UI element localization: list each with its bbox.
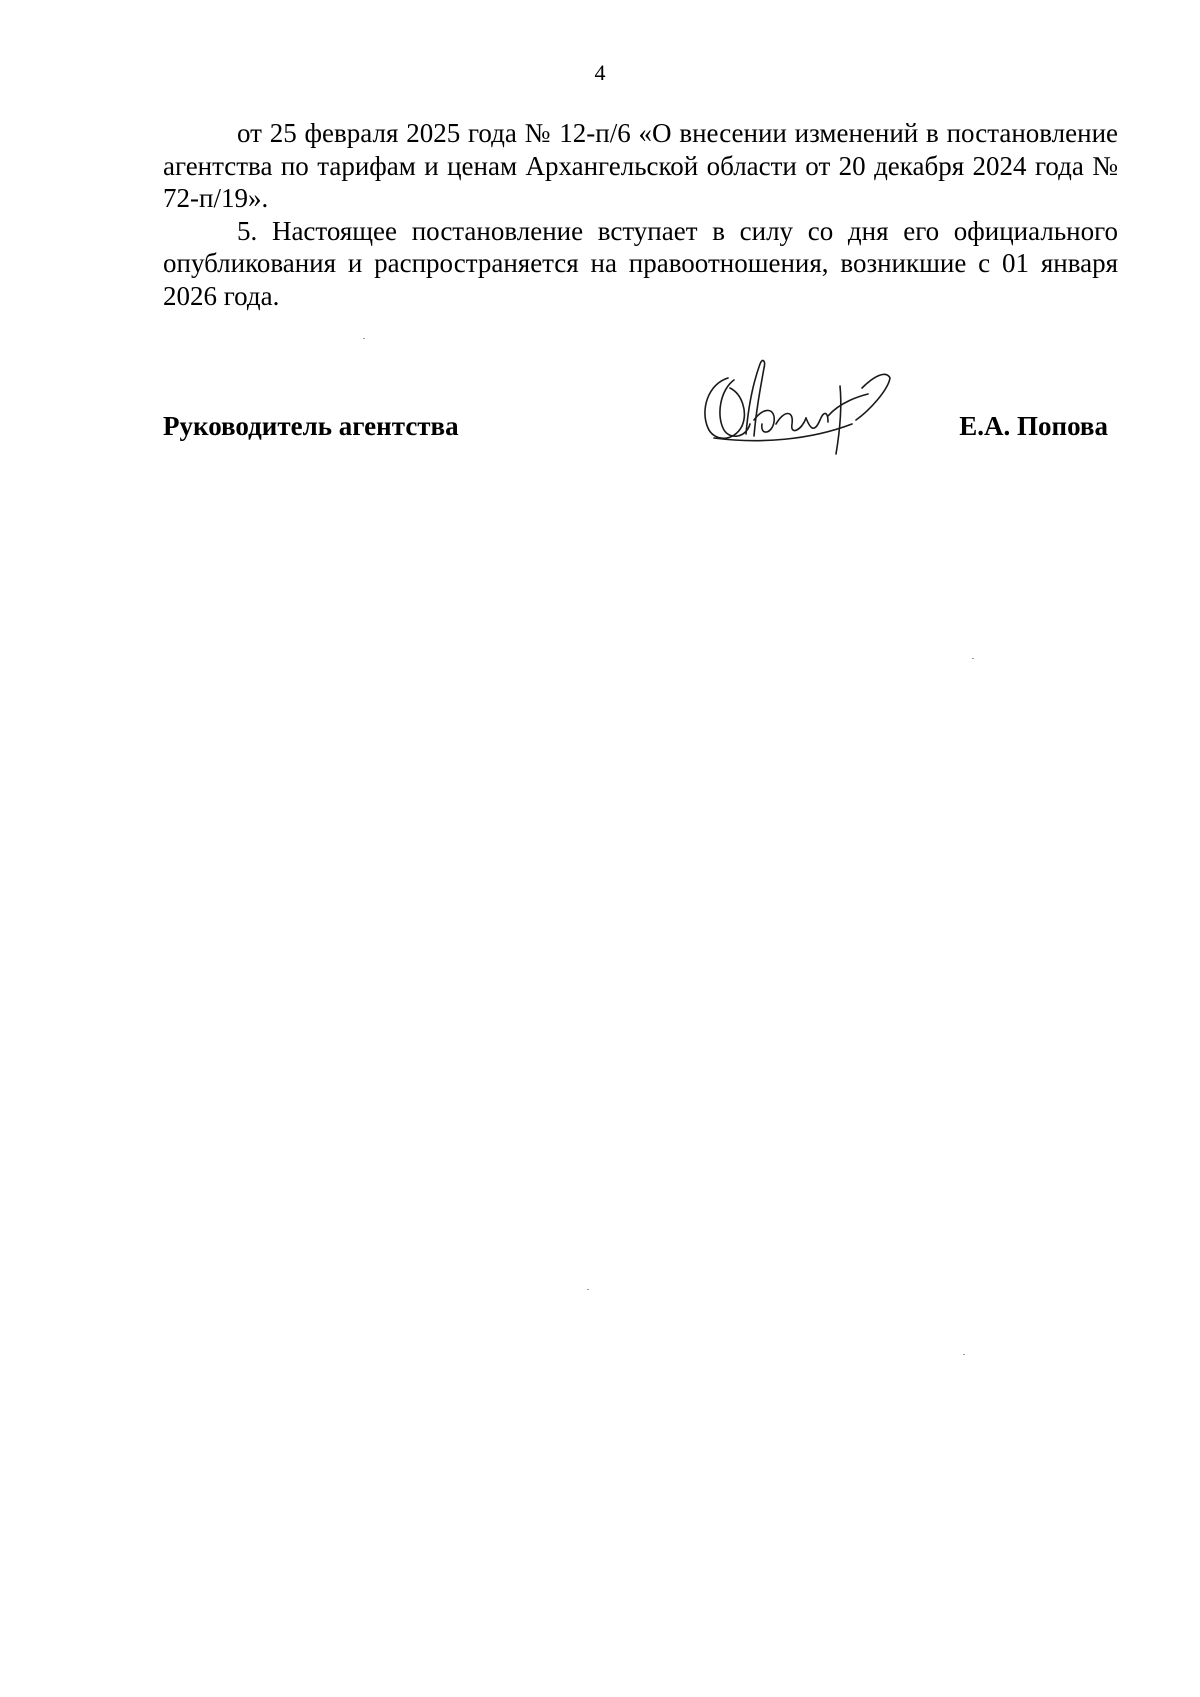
scan-speck <box>972 658 974 659</box>
scan-speck <box>363 338 365 339</box>
paragraph-effective-date: 5. Настоящее постановление вступает в силу со дня его официального опубликования и распространяется на правоотношения, возникшие с 01 января 2026 года. <box>163 215 1118 311</box>
scan-speck <box>963 1354 965 1355</box>
scan-speck <box>587 1289 589 1290</box>
signature-block <box>163 410 1118 450</box>
signer-position: Руководитель агентства <box>163 411 459 441</box>
signer-name: Е.А. Попова <box>959 411 1108 441</box>
page-number: 4 <box>594 60 606 85</box>
document-body <box>163 117 1118 312</box>
paragraph-amendment-reference: от 25 февраля 2025 года № 12-п/6 «О внесении изменений в постановление агентства по тарифам и ценам Архангельской области от 20 декабря 2024 года № 72-п/19». <box>163 118 1118 213</box>
